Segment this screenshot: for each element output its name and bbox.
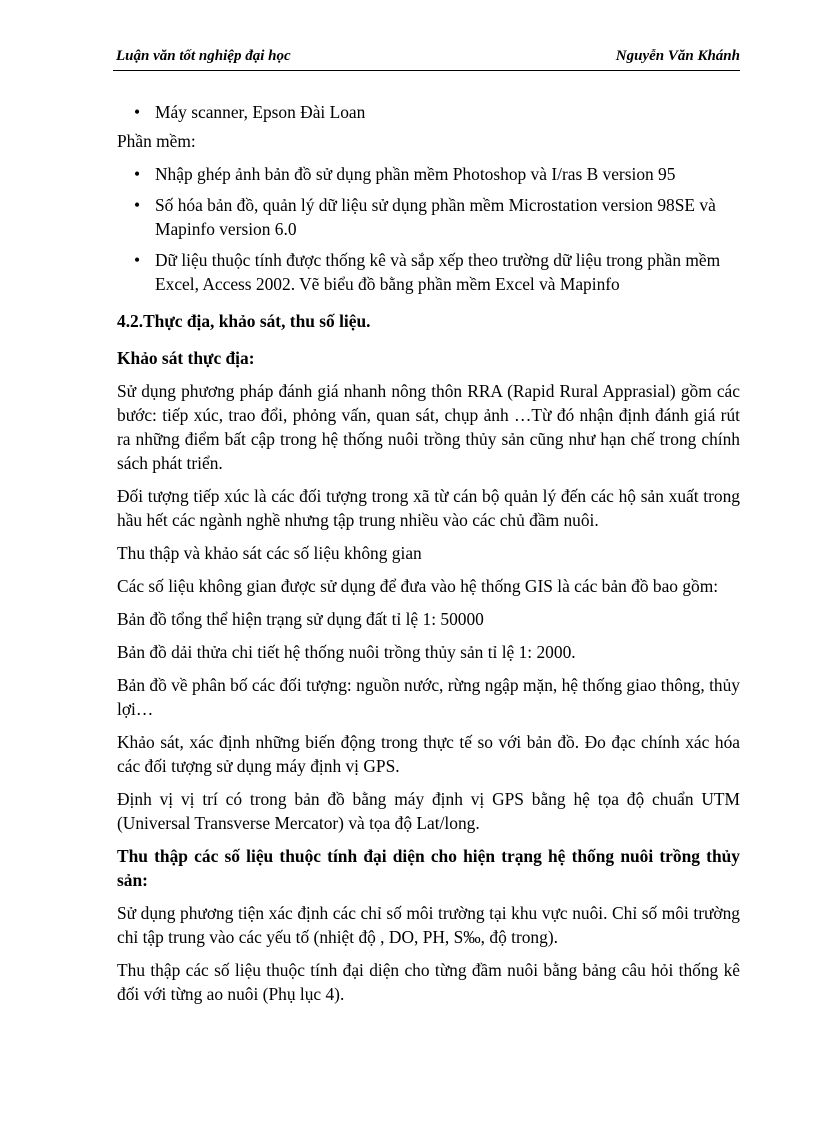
header-divider [113,70,740,71]
paragraph: Bản đồ tổng thể hiện trạng sử dụng đất tỉ lệ 1: 50000 [117,609,484,629]
list-item [117,100,740,124]
paragraph: Các số liệu không gian được sử dụng để đưa vào hệ thống GIS là các bản đồ bao gồm: [117,576,719,596]
list-item [117,248,740,296]
paragraph: Khảo sát, xác định những biến động trong thực tế so với bản đồ. Đo đạc chính xác hóa các đối tượng sử dụng máy định vị GPS. [117,732,740,776]
bullet-icon: • [134,164,141,184]
list-item-text: Nhập ghép ảnh bản đồ sử dụng phần mềm Photoshop và I/ras B version 95 [155,164,676,184]
list-item [117,193,740,241]
list-item-text: Dữ liệu thuộc tính được thống kê và sắp xếp theo trường dữ liệu trong phần mềm Excel, Access 2002. Vẽ biểu đồ bằng phần mềm Excel và Mapinfo [155,250,721,294]
document-body [117,100,740,1015]
header-author-name: Nguyễn Văn Khánh [615,48,740,64]
bullet-icon: • [134,250,141,270]
software-list [117,162,740,296]
subheading-field-survey: Khảo sát thực địa: [117,348,255,368]
list-item-text: Máy scanner, Epson Đài Loan [155,102,366,122]
list-item-text: Số hóa bản đồ, quản lý dữ liệu sử dụng phần mềm Microstation version 98SE và Mapinfo version 6.0 [155,195,716,239]
paragraph: Sử dụng phương pháp đánh giá nhanh nông thôn RRA (Rapid Rural Apprasial) gồm các bước: tiếp xúc, trao đổi, phỏng vấn, quan sát, chụp ảnh …Từ đó nhận định đánh giá rút ra những điểm bất cập trong hệ thống nuôi trồng thủy sản cũng như hạn chế trong chính sách phát triển. [117,381,740,473]
paragraph: Thu thập và khảo sát các số liệu không gian [117,543,422,563]
paragraph: Đối tượng tiếp xúc là các đối tượng trong xã từ cán bộ quản lý đến các hộ sản xuất trong hầu hết các ngành nghề nhưng tập trung nhiều vào các chủ đầm nuôi. [117,486,740,530]
paragraph: Thu thập các số liệu thuộc tính đại diện cho từng đầm nuôi bằng bảng câu hỏi thống kê đối với từng ao nuôi (Phụ lục 4). [117,960,740,1004]
paragraph: Bản đồ dải thửa chi tiết hệ thống nuôi trồng thủy sản tỉ lệ 1: 2000. [117,642,576,662]
bullet-icon: • [134,102,141,122]
paragraph: Định vị vị trí có trong bản đồ bằng máy định vị GPS bằng hệ tọa độ chuẩn UTM (Universal Transverse Mercator) và tọa độ Lat/long. [117,789,740,833]
section-heading: 4.2.Thực địa, khảo sát, thu số liệu. [117,311,371,331]
list-item [117,162,740,186]
paragraph: Bản đồ về phân bố các đối tượng: nguồn nước, rừng ngập mặn, hệ thống giao thông, thủy lợi… [117,675,740,719]
header-thesis-title: Luận văn tốt nghiệp đại học [116,48,291,64]
software-label: Phần mềm: [117,131,196,151]
subheading-attribute-data: Thu thập các số liệu thuộc tính đại diện cho hiện trạng hệ thống nuôi trồng thủy sản: [117,846,740,890]
page-header [113,48,740,76]
bullet-icon: • [134,195,141,215]
paragraph: Sử dụng phương tiện xác định các chỉ số môi trường tại khu vực nuôi. Chỉ số môi trường chỉ tập trung vào các yếu tố (nhiệt độ , DO, PH, S‰, độ trong). [117,903,740,947]
hardware-list [117,100,740,124]
